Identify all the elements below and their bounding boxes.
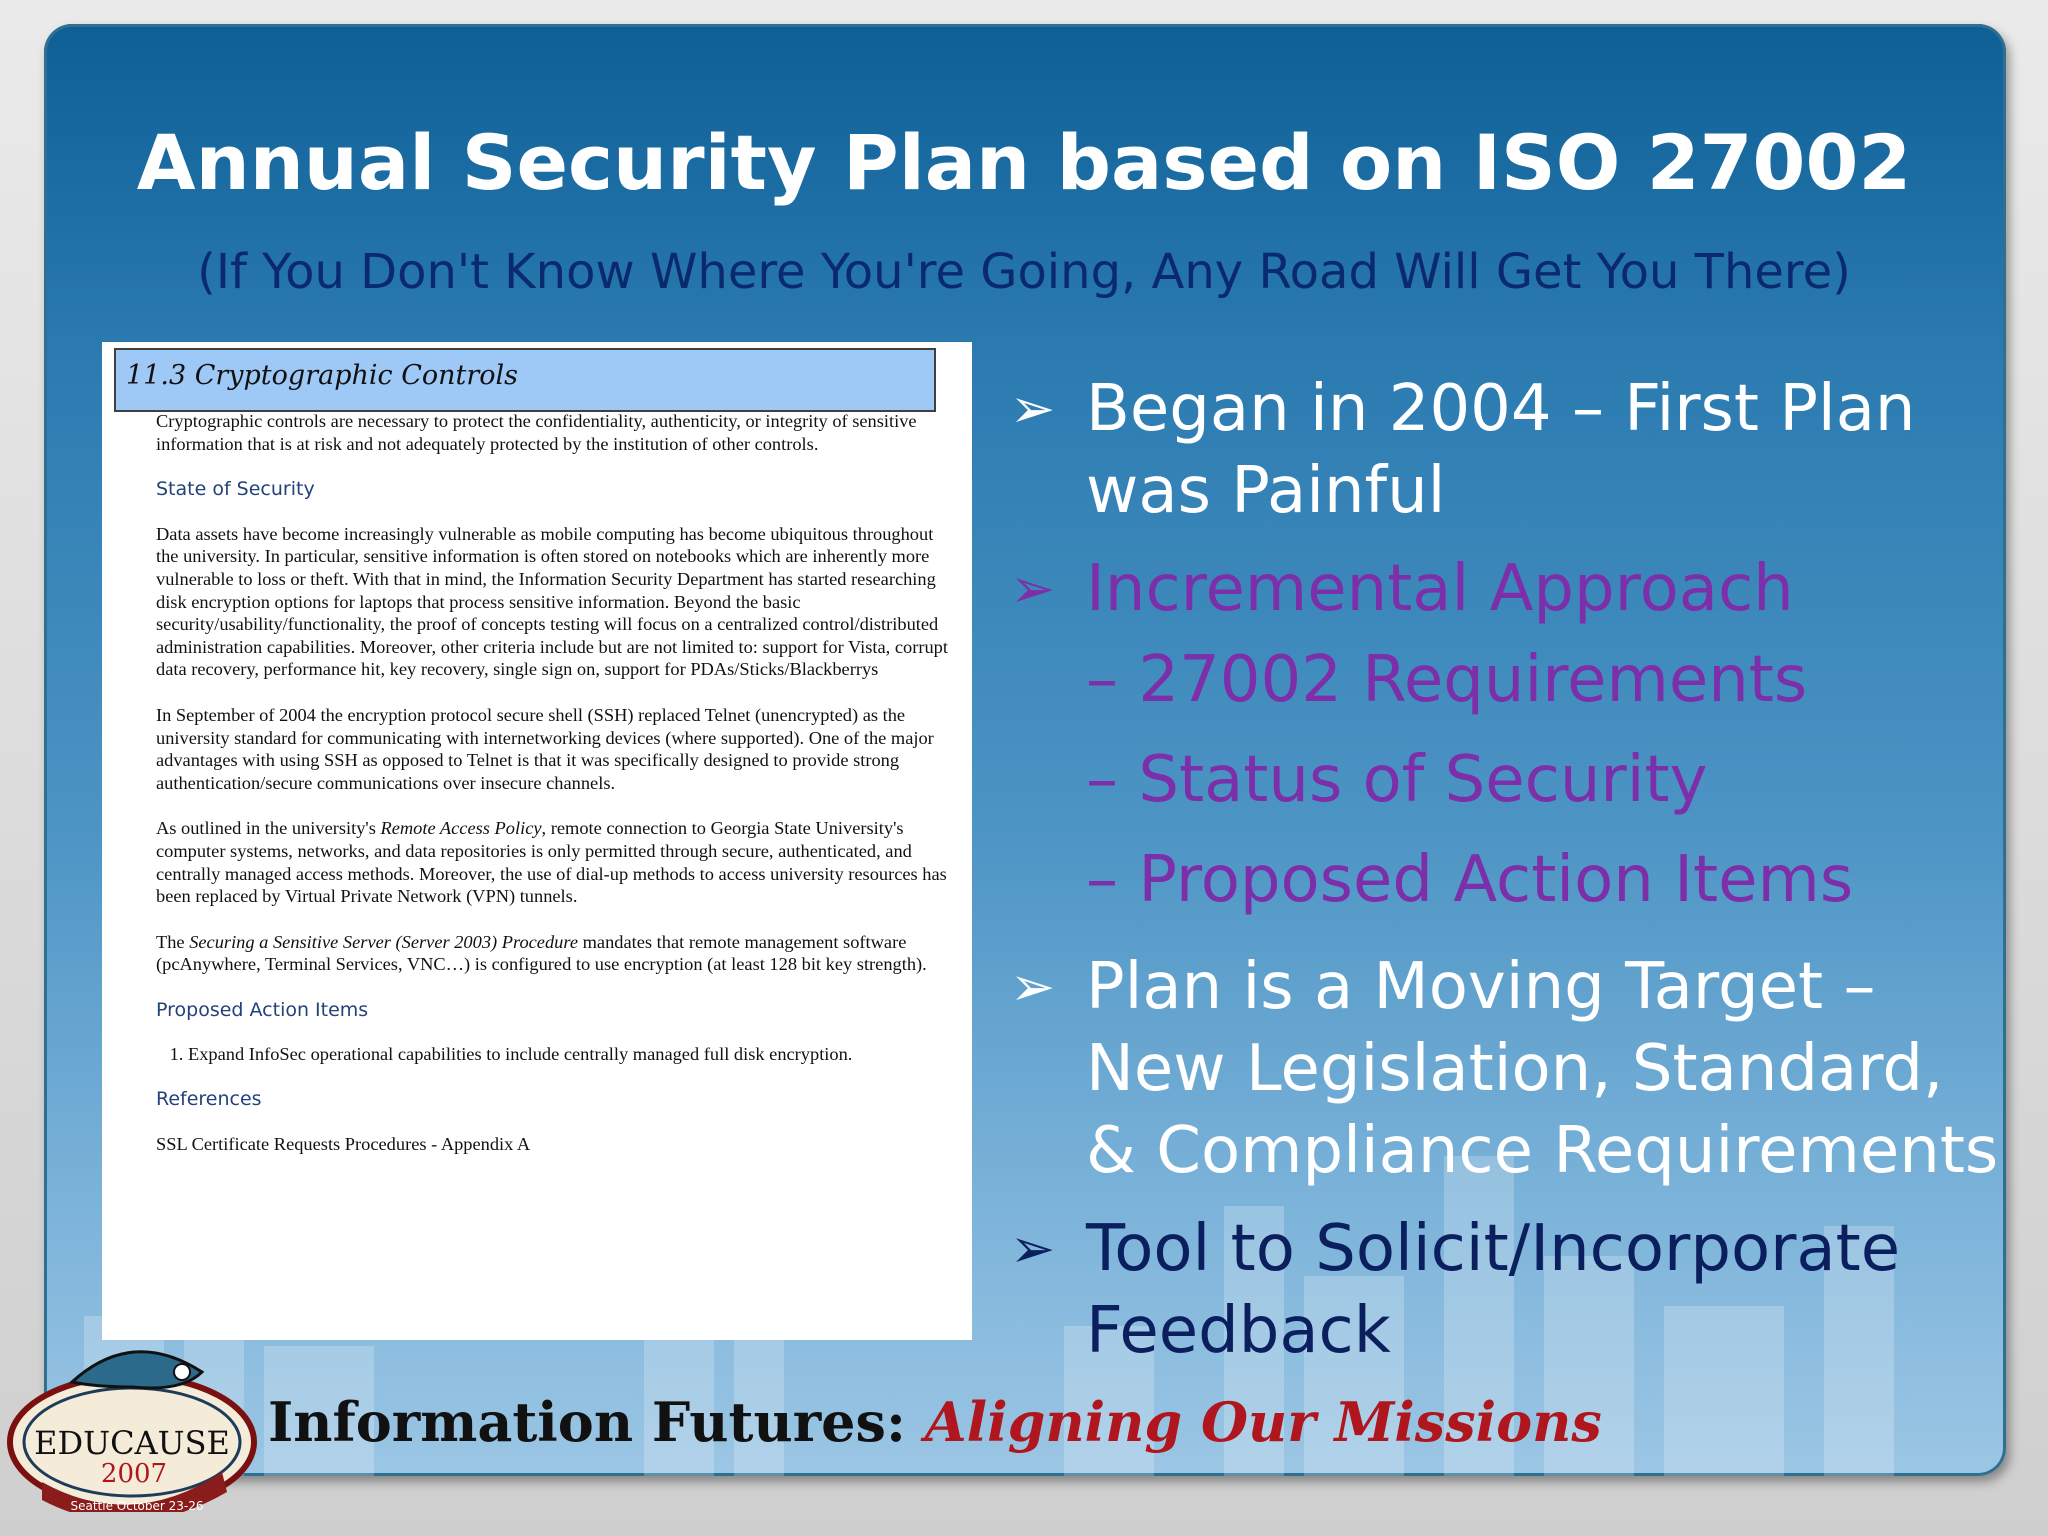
securing-server-procedure-ref: Securing a Sensitive Server (Server 2003) Procedure xyxy=(189,931,579,952)
arrow-bullet-icon: ➢ xyxy=(1010,955,1056,1018)
bullet-text: Began in 2004 – First Plan was Painful xyxy=(1086,372,1916,528)
sub-bullet-proposed-action-items: – Proposed Action Items xyxy=(1086,843,1854,917)
references-heading: References xyxy=(156,1088,262,1111)
bullet-feedback-tool xyxy=(1010,1208,2010,1372)
reference-item: SSL Certificate Requests Procedures - Appendix A xyxy=(156,1133,531,1154)
banner-left-text: Information Futures: xyxy=(268,1390,925,1454)
logo-wordmark: EDUCAUSE xyxy=(34,1424,230,1462)
slide-title: Annual Security Plan based on ISO 27002 xyxy=(136,118,1912,207)
sub-bullet-27002-requirements: – 27002 Requirements xyxy=(1086,643,1808,717)
remote-access-policy-ref: Remote Access Policy xyxy=(380,818,542,839)
logo-year: 2007 xyxy=(100,1459,168,1489)
intro-paragraph: Cryptographic controls are necessary to protect the confidentiality, authenticity, or integrity of sensitive information that is at risk and not adequately protected by the institution of other controls. xyxy=(156,411,917,454)
proposed-action-items-heading: Proposed Action Items xyxy=(156,998,369,1021)
bullet-text: Incremental Approach xyxy=(1086,552,1794,626)
educause-2007-logo xyxy=(2,1332,262,1512)
document-excerpt xyxy=(102,342,972,1340)
document-body xyxy=(156,410,956,1178)
logo-location: Seattle October 23-26 xyxy=(70,1499,204,1512)
sub-bullet-status-of-security: – Status of Security xyxy=(1086,743,1708,817)
arrow-bullet-icon: ➢ xyxy=(1010,377,1056,440)
action-item: 1. Expand InfoSec operational capabilities to include centrally managed full disk encryption. xyxy=(188,1043,956,1066)
conference-banner xyxy=(268,1390,1602,1454)
banner-right-text: Aligning Our Missions xyxy=(924,1390,1602,1454)
state-paragraph-3: As outlined in the university's Remote Access Policy, remote connection to Georgia State University's computer systems, networks, and data repositories is only permitted through secure, authenticated, and centrally managed access methods. Moreover, the use of dial-up methods to access university resources has been replaced by Virtual Private Network (VPN) tunnels. xyxy=(156,818,947,907)
bullet-moving-target xyxy=(1010,946,2010,1192)
arrow-bullet-icon: ➢ xyxy=(1010,1217,1056,1280)
slide-subtitle: (If You Don't Know Where You're Going, Any Road Will Get You There) xyxy=(197,244,1851,300)
arrow-bullet-icon: ➢ xyxy=(1010,557,1056,620)
bullet-text: Tool to Solicit/Incorporate Feedback xyxy=(1086,1212,1901,1368)
state-of-security-heading: State of Security xyxy=(156,478,315,501)
document-heading-box xyxy=(114,348,936,412)
bullet-list xyxy=(1010,368,2010,1372)
state-paragraph-2: In September of 2004 the encryption protocol secure shell (SSH) replaced Telnet (unencrypted) as the university standard for communicating with internetworking devices (where supported). One of the major advantages with using SSH as opposed to Telnet is that it was specifically designed to provide strong authentication/secure communications over insecure channels. xyxy=(156,704,934,793)
document-heading: 11.3 Cryptographic Controls xyxy=(126,360,519,391)
action-items-list xyxy=(156,1043,956,1066)
bullet-began-2004 xyxy=(1010,368,2010,532)
bullet-text: Plan is a Moving Target – New Legislation, Standard, & Compliance Requirements xyxy=(1086,950,1999,1188)
bullet-incremental-approach xyxy=(1010,548,2010,630)
state-paragraph-1: Data assets have become increasingly vulnerable as mobile computing has become ubiquitous throughout the university. In particular, sensitive information is often stored on notebooks which are inherently more vulnerable to loss or theft. With that in mind, the Information Security Department has started researching disk encryption options for laptops that process sensitive information. Beyond the basic security/usability/functionality, the proof of concepts testing will focus on a centralized control/distributed administration capabilities. Moreover, other criteria include but are not limited to: support for Vista, corrupt data recovery, performance hit, key recovery, single sign on, support for PDAs/Sticks/Blackberrys xyxy=(156,523,948,680)
state-paragraph-4: The Securing a Sensitive Server (Server 2003) Procedure mandates that remote management software (pcAnywhere, Terminal Services, VNC…) is configured to use encryption (at least 128 bit key strength). xyxy=(156,931,927,975)
